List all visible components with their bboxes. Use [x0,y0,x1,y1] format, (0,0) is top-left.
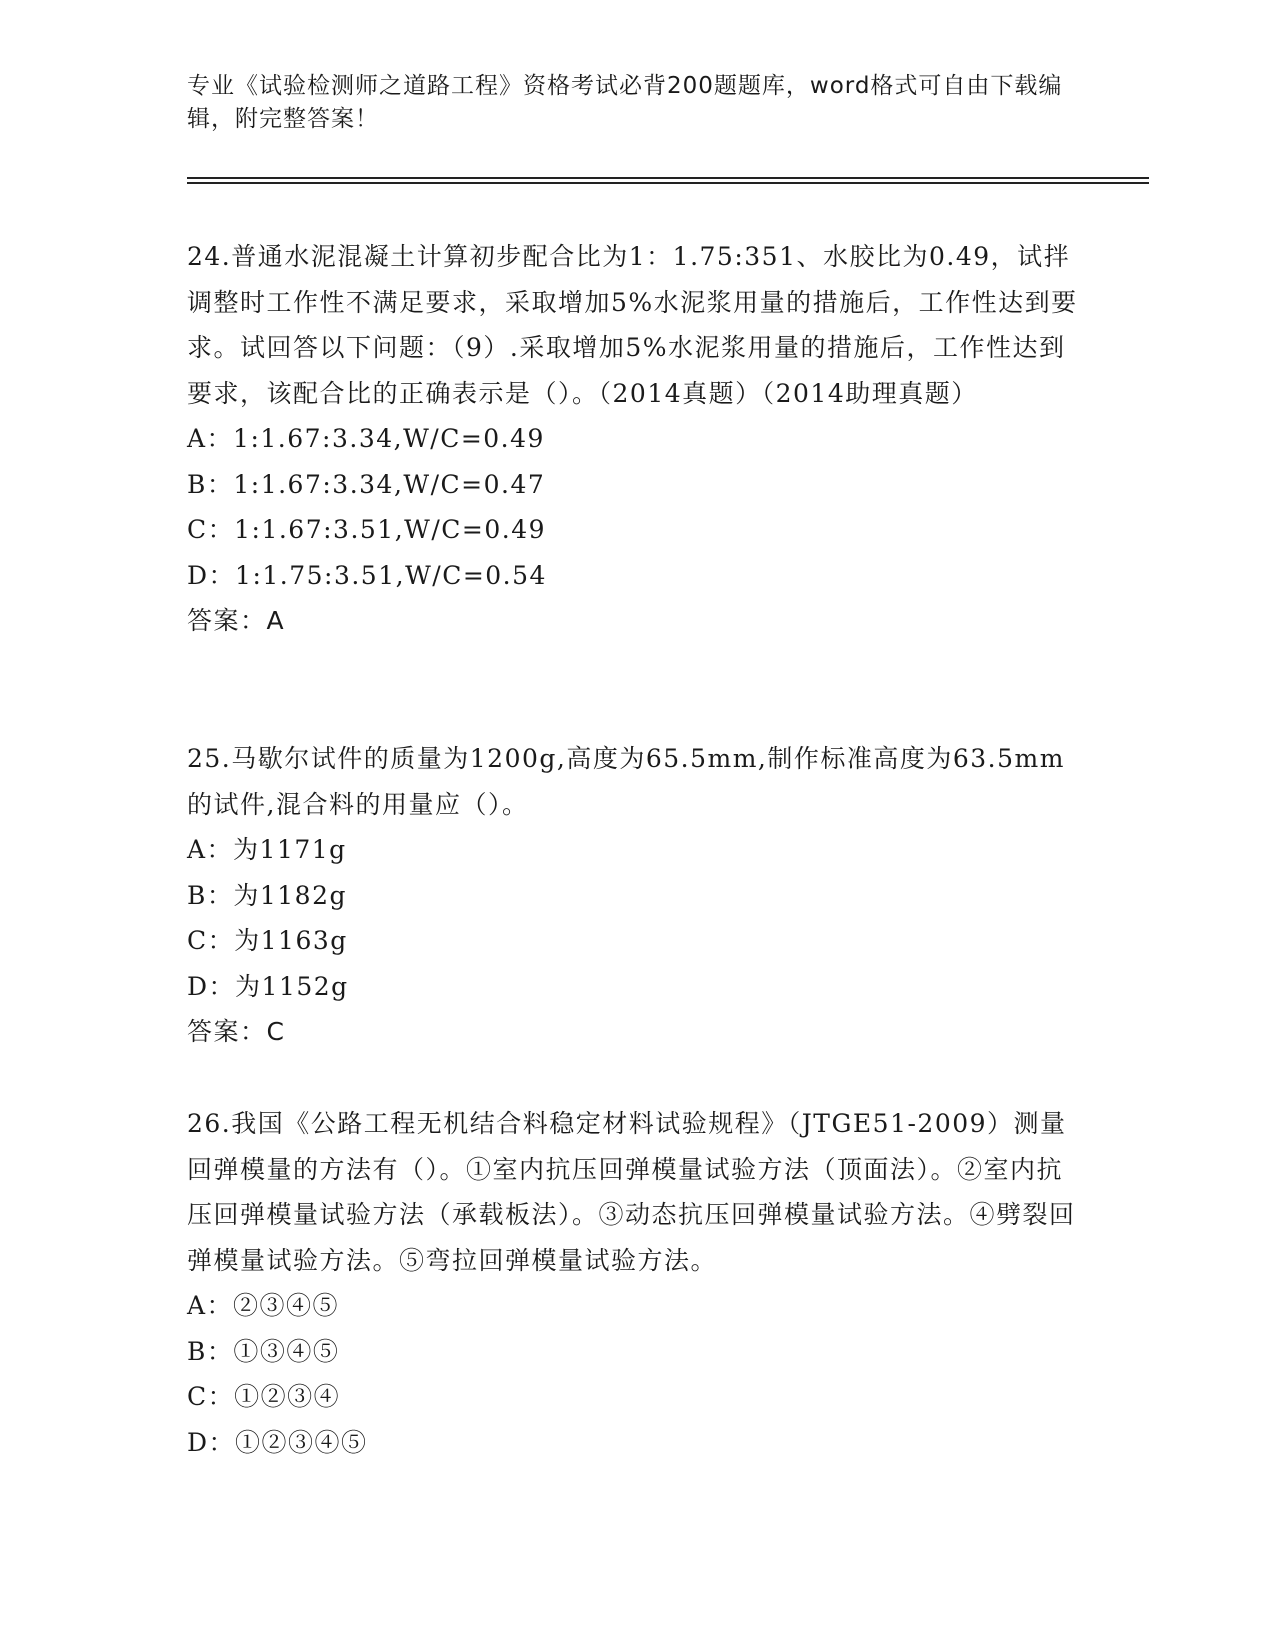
option-a: A：1:1.67:3.34,W/C=0.49 [187,424,545,453]
question-stem: 24.普通水泥混凝土计算初步配合比为1：1.75:351、水胶比为0.49，试拌调整时工作性不满足要求，采取增加5%水泥浆用量的措施后，工作性达到要求。试回答以下问题：（9）.采取增加5%水泥浆用量的措施后，工作性达到要求，该配合比的正确表示是（）。（2014真题）（2014助理真题） [187,242,1078,408]
question-24 [187,234,1087,644]
option-b: B：1:1.67:3.34,W/C=0.47 [187,469,546,499]
option-c: C：1:1.67:3.51,W/C=0.49 [187,515,547,544]
answer: 答案：C [187,1017,286,1046]
question-stem: 26.我国《公路工程无机结合料稳定材料试验规程》（JTGE51-2009）测量回弹模量的方法有（）。①室内抗压回弹模量试验方法（顶面法）。②室内抗压回弹模量试验方法（承载板法）。③动态抗压回弹模量试验方法。④劈裂回弹模量试验方法。⑤弯拉回弹模量试验方法。 [187,1109,1076,1275]
document-header: 专业《试验检测师之道路工程》资格考试必背200题题库，word格式可自由下载编辑，附完整答案！ [187,73,1063,132]
option-c: C：①②③④ [187,1382,341,1411]
option-a: A：②③④⑤ [187,1291,340,1320]
option-d: D：为1152g [187,971,349,1001]
answer: 答案：A [187,606,286,635]
option-d: D：①②③④⑤ [187,1427,368,1457]
option-b: B：①③④⑤ [187,1336,340,1366]
option-d: D：1:1.75:3.51,W/C=0.54 [187,560,547,590]
option-c: C：为1163g [187,926,348,955]
question-25 [187,736,1087,1055]
option-b: B：为1182g [187,880,347,910]
option-a: A：为1171g [187,835,347,864]
header-divider-top [187,177,1149,179]
question-26 [187,1101,1087,1465]
question-stem: 25.马歇尔试件的质量为1200g,高度为65.5mm,制作标准高度为63.5mm的试件,混合料的用量应（）。 [187,744,1065,819]
header-divider-bottom [187,182,1149,184]
